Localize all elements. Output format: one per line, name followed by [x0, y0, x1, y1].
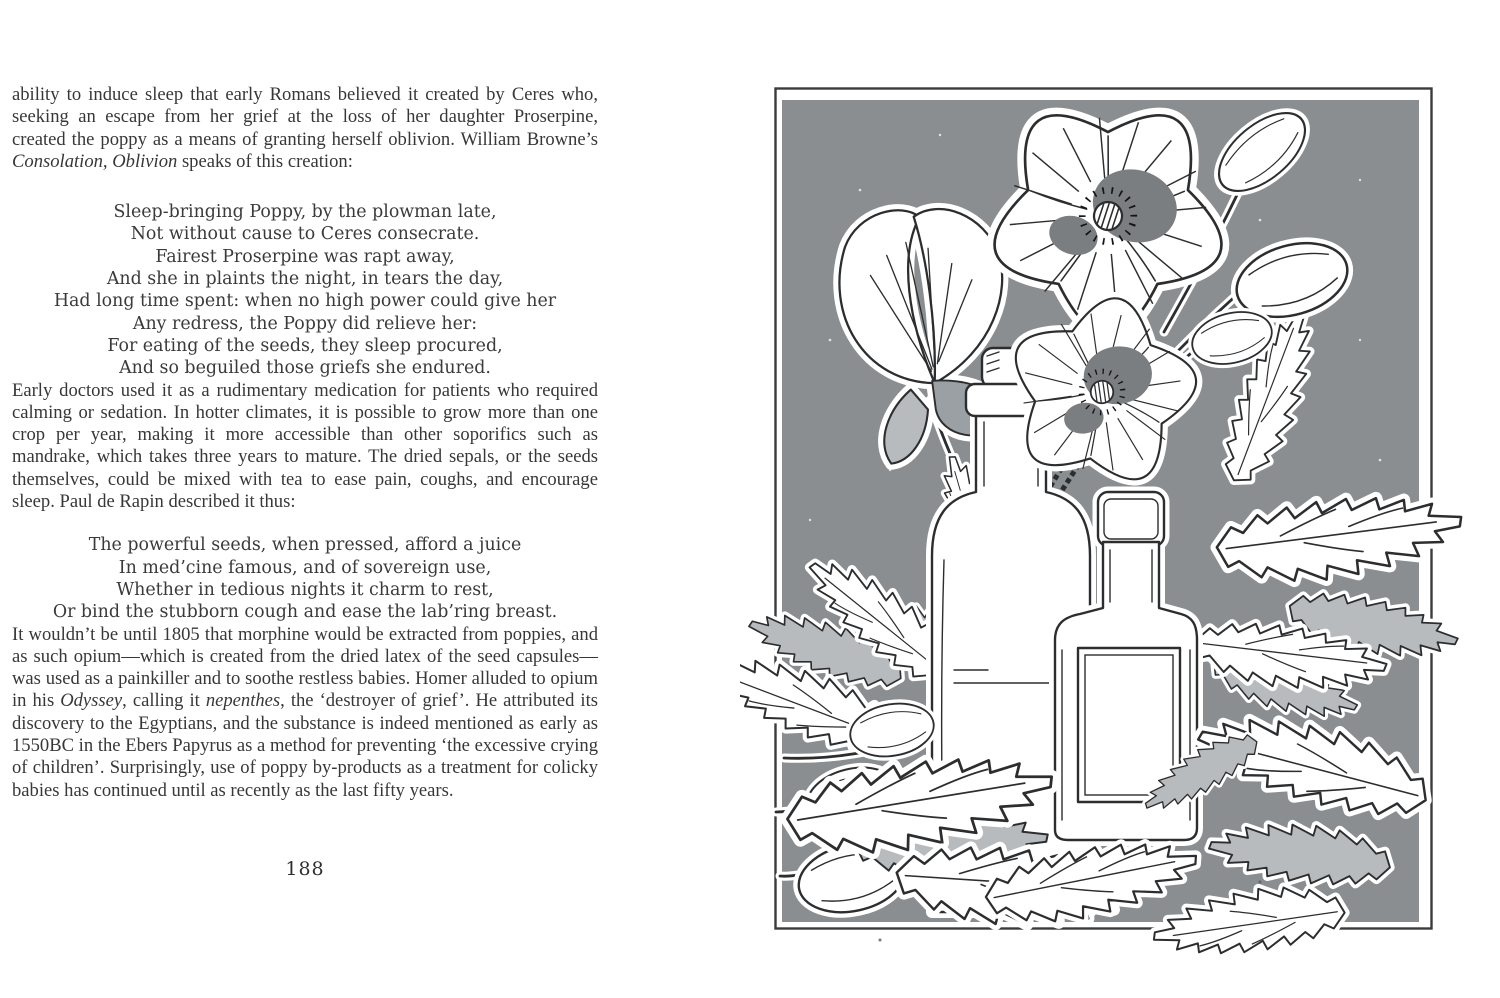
poem-line: And so beguiled those griefs she endured. — [119, 358, 491, 379]
poem-line: Not without cause to Ceres consecrate. — [130, 224, 480, 245]
paragraph-2: Early doctors used it as a rudimentary medication for patients who required calming or sedation. In hotter climates, it is possible to grow more than one crop per year, making it more accessible than other soporifics such as mandrake, which takes three years to mature. The dried sepals, or the seeds themselves, could be mixed with tea to ease pain, coughs, and encourage sleep. Paul de Rapin described it thus: — [12, 379, 598, 513]
poem-line: The powerful seeds, when pressed, afford a juice — [88, 535, 522, 556]
page-number: 188 — [285, 857, 325, 880]
poem-line: For eating of the seeds, they sleep procured, — [107, 335, 503, 356]
paragraph-1 — [12, 84, 598, 173]
poem-line: Or bind the stubborn cough and ease the lab’ring breast. — [52, 602, 558, 623]
poem-line: In med’cine famous, and of sovereign use, — [118, 557, 492, 578]
poem-rapin — [12, 534, 598, 623]
poem-line: Had long time spent: when no high power could give her — [53, 291, 557, 312]
left-page — [12, 84, 598, 880]
paragraph-3: It wouldn’t be until 1805 that morphine would be extracted from poppies, and as such opium—which is created from the dried latex of the seed capsules—was used as a painkiller and to soothe restless babies. Homer alluded to opium in his Odyssey, calling it nepenthes, the ‘destroyer of grief’. He attributed its discovery to the Egyptians, and the substance is indeed mentioned as early as 1550BC in the Ebers Papyrus as a method for preventing ‘the excessive crying of children’. Surprisingly, use of poppy by-products as a treatment for colicky babies has continued until as recently as the last fifty years. — [12, 623, 598, 801]
poem-line: And she in plaints the night, in tears the day, — [106, 269, 504, 290]
poem-line: Sleep-bringing Poppy, by the plowman late, — [113, 202, 497, 223]
poppy-illustration — [740, 40, 1500, 960]
odyssey-italic: Odyssey — [60, 690, 123, 712]
poem-browne — [12, 201, 598, 379]
book-title-italic: Consolation, Oblivion — [12, 150, 178, 172]
paragraph-3-text: It wouldn’t be until 1805 that morphine would be extracted from poppies, and as such opium—which is created from the dried latex of the seed capsules—was used as a painkiller and to soothe restless babies. Homer alluded to opium in his — [12, 623, 598, 712]
poem-line: Whether in tedious nights it charm to rest, — [116, 579, 494, 600]
paragraph-1-text: ability to induce sleep that early Romans believed it created by Ceres who, seeking an escape from her grief at the loss of her daughter Proserpine, created the poppy as a means of granting herself oblivion. William Browne’s — [12, 84, 598, 150]
poem-line: Fairest Proserpine was rapt away, — [155, 246, 455, 267]
paragraph-1-end: speaks of this creation: — [177, 150, 353, 172]
nepenthes-italic: nepenthes — [205, 690, 281, 712]
poem-line: Any redress, the Poppy did relieve her: — [132, 313, 478, 334]
